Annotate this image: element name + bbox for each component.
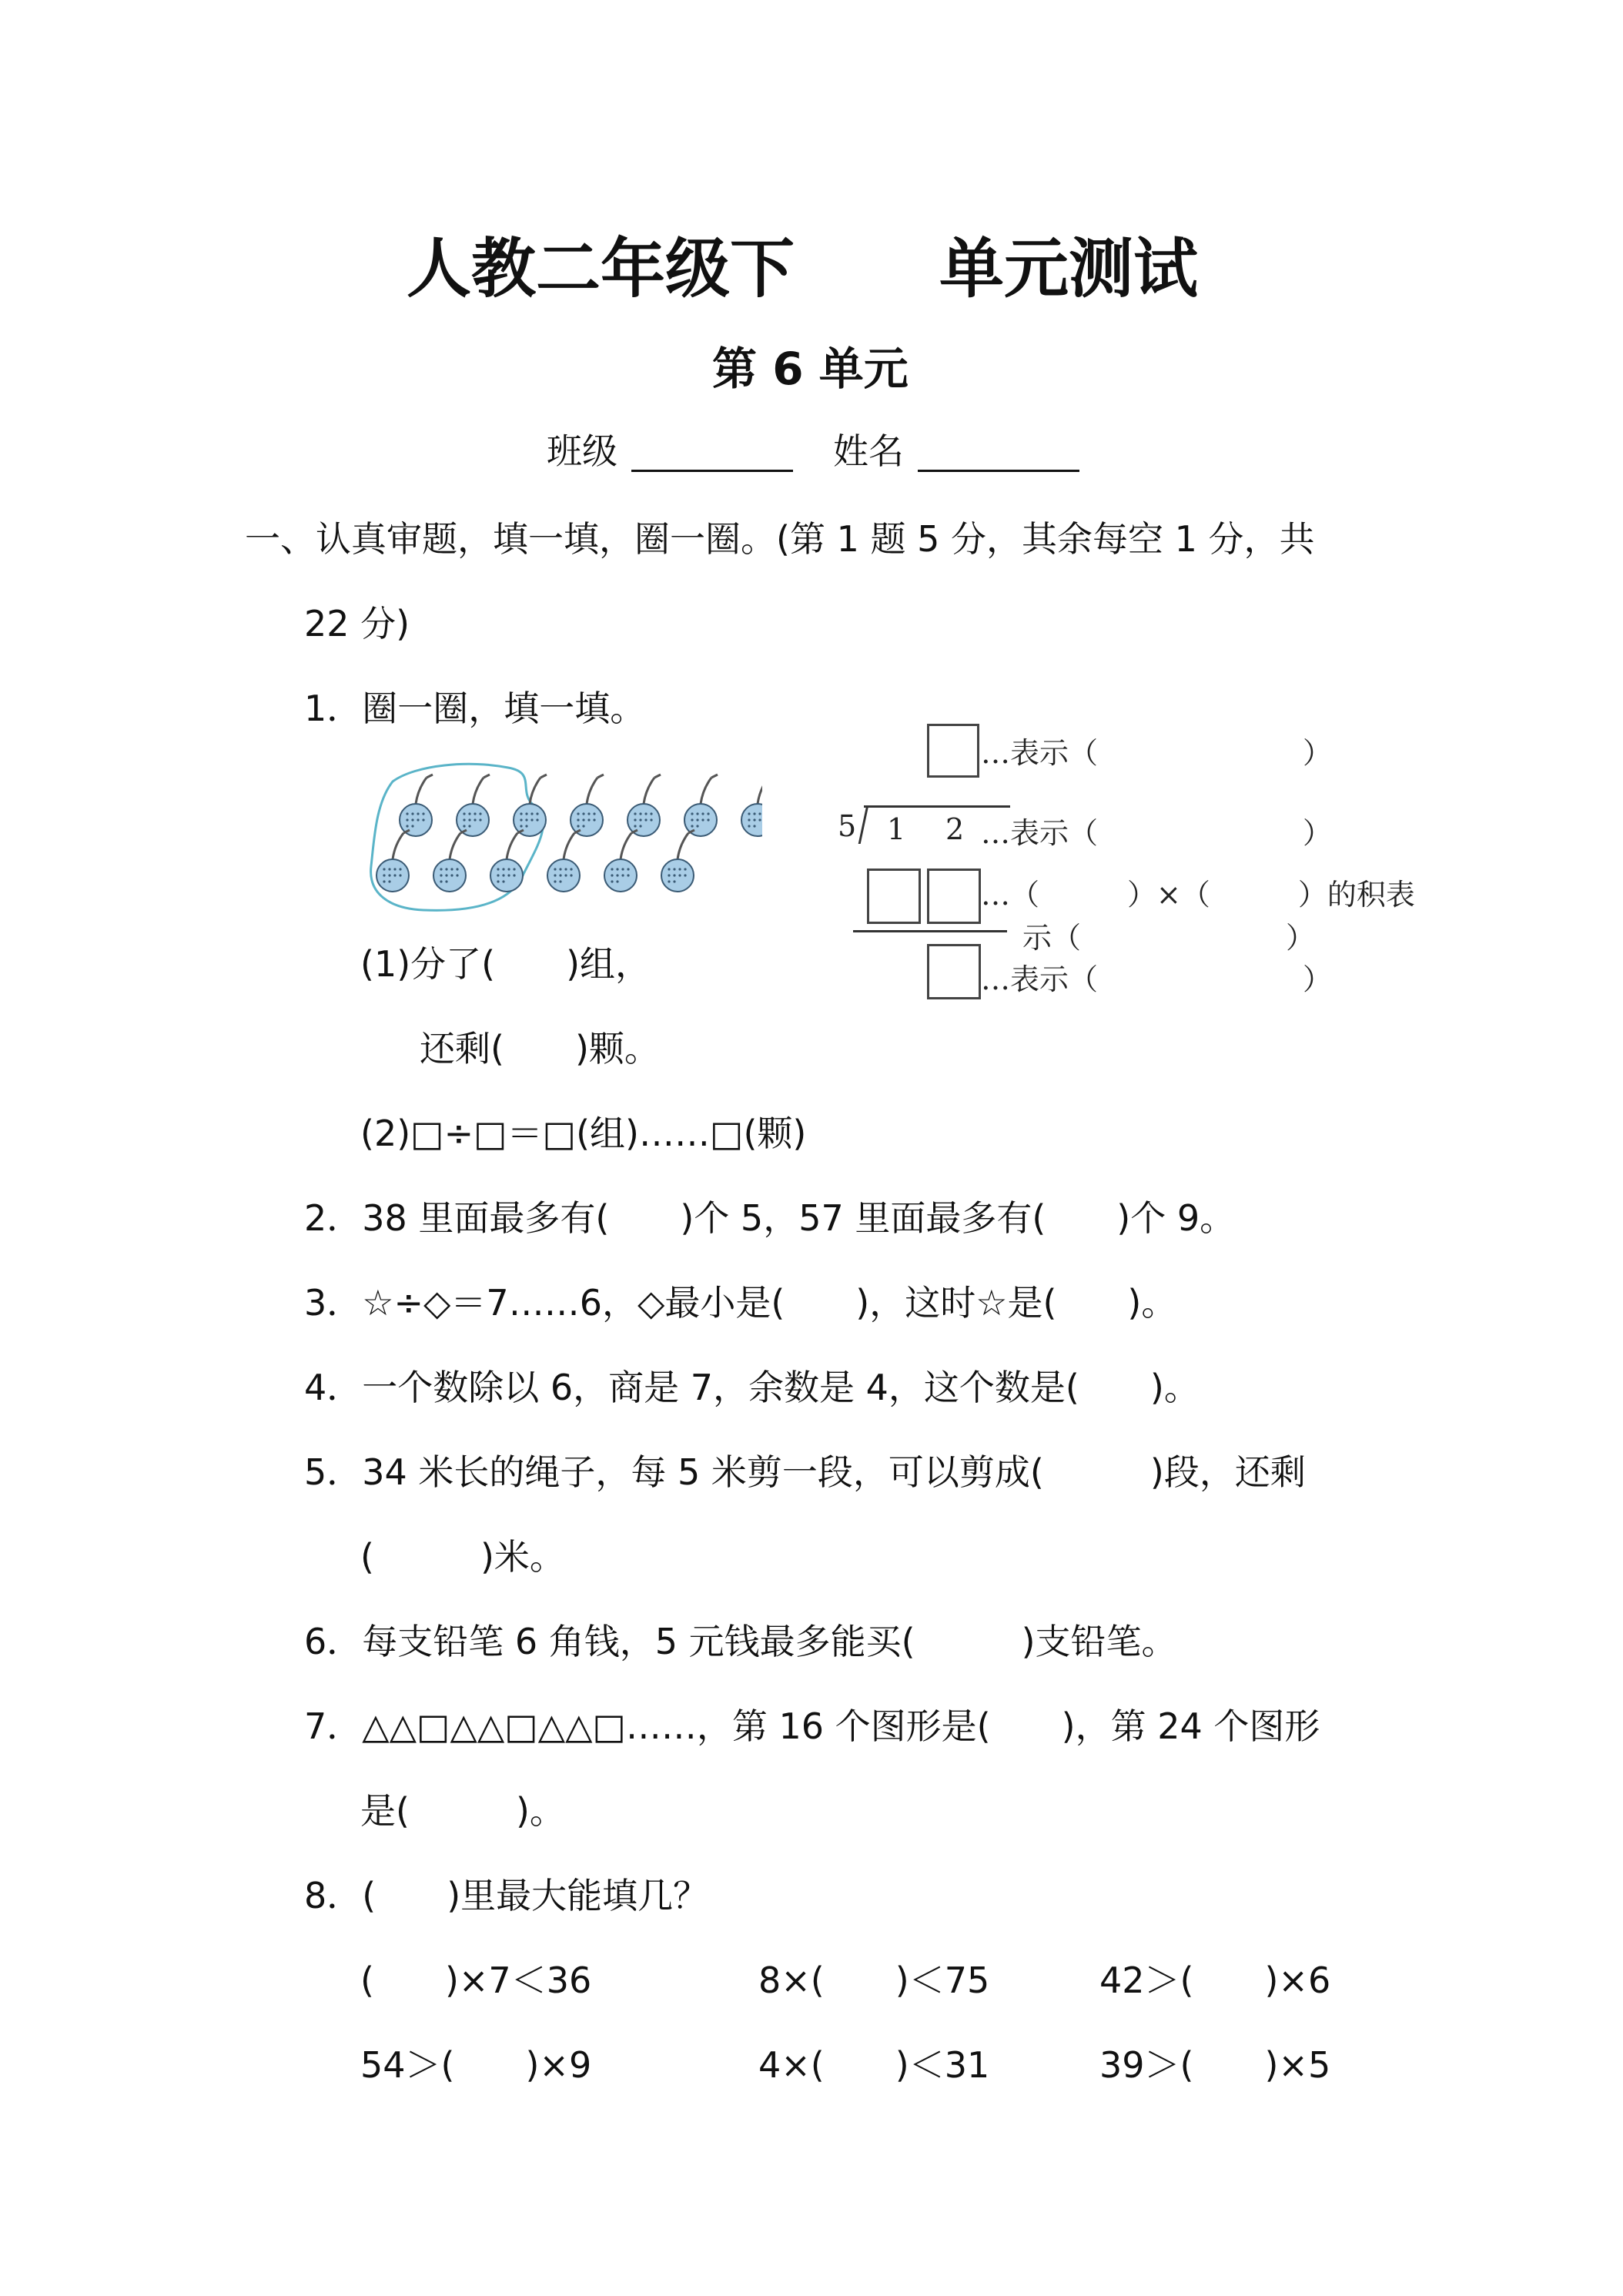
page-title-part1: 人教二年级下 [407,231,795,306]
q8-item-1-1: ( )×7＜36 [360,1960,592,2001]
q5-line2: ( )米。 [360,1536,565,1578]
subtraction-line [853,930,1007,932]
q5-line1: 5．34 米长的绳子，每 5 米剪一段，可以剪成( )段，还剩 [304,1451,1306,1493]
section-heading-line2: 22 分) [304,603,410,644]
q4: 4．一个数除以 6，商是 7，余数是 4，这个数是( )。 [304,1367,1200,1408]
class-blank[interactable] [631,431,793,472]
q8-item-2-1: 54＞( )×9 [360,2044,592,2086]
q8-item-1-2: 8×( )＜75 [758,1960,990,2001]
berry-icon [514,775,547,836]
berry-icon [684,775,718,836]
q8-item-2-2: 4×( )＜31 [758,2044,990,2086]
q8-item-1-3: 42＞( )×6 [1099,1960,1331,2001]
berry-icon [457,775,490,836]
berry-icon [571,775,604,836]
q1-sub1-line2: 还剩( )颗。 [420,1028,660,1069]
class-label: 班级 [547,430,617,472]
row3-text: …（ ）×（ ）的积表 [981,878,1415,912]
row2-text: …表示（ ） [981,816,1333,850]
berry-icon [604,830,637,892]
q1-label: 1．圈一圈，填一填。 [304,688,646,729]
berry-icon [627,775,661,836]
berry-icon [433,830,467,892]
berry-icon [376,830,410,892]
row3-text-cont: 示（ ） [1022,921,1316,955]
row4-text: …表示（ ） [981,962,1333,996]
unit-subtitle: 第 6 单元 [712,343,909,395]
berry-icon [400,775,433,836]
answer-box-product-2[interactable] [927,869,981,924]
q1-sub1-line1: (1)分了( )组， [360,943,651,985]
q1-sub2: (2)□÷□＝□(组)……□(颗) [360,1113,807,1154]
dividend-digit1: 1 [887,812,906,846]
berry-icon [661,830,694,892]
answer-box-quotient[interactable] [927,724,979,778]
berry-icon [741,775,762,836]
answer-box-product-1[interactable] [867,869,921,924]
division-bar-top [864,805,1010,808]
name-blank[interactable] [918,431,1079,472]
berry-icon [490,830,524,892]
berries-illustration [362,758,762,920]
division-bracket [858,805,869,844]
answer-box-remainder[interactable] [927,944,981,999]
dividend-digit2: 2 [945,812,965,846]
divisor: 5 [838,809,857,843]
page-title-part2: 单元测试 [939,231,1199,306]
section-heading-line1: 一、认真审题，填一填，圈一圈。(第 1 题 5 分，其余每空 1 分，共 [245,518,1315,560]
q3: 3．☆÷◇＝7……6，◇最小是( )，这时☆是( )。 [304,1282,1177,1324]
q2: 2．38 里面最多有( )个 5，57 里面最多有( )个 9。 [304,1197,1236,1239]
q7-line1: 7．△△□△△□△△□……，第 16 个图形是( )，第 24 个图形 [304,1705,1320,1747]
q8: 8．( )里最大能填几？ [304,1875,709,1916]
q6: 6．每支铅笔 6 角钱，5 元钱最多能买( )支铅笔。 [304,1621,1177,1662]
row1-text: …表示（ ） [981,736,1333,770]
q8-item-2-3: 39＞( )×5 [1099,2044,1331,2086]
name-label: 姓名 [833,430,904,472]
berry-icon [547,830,581,892]
q7-line2: 是( )。 [360,1790,565,1832]
